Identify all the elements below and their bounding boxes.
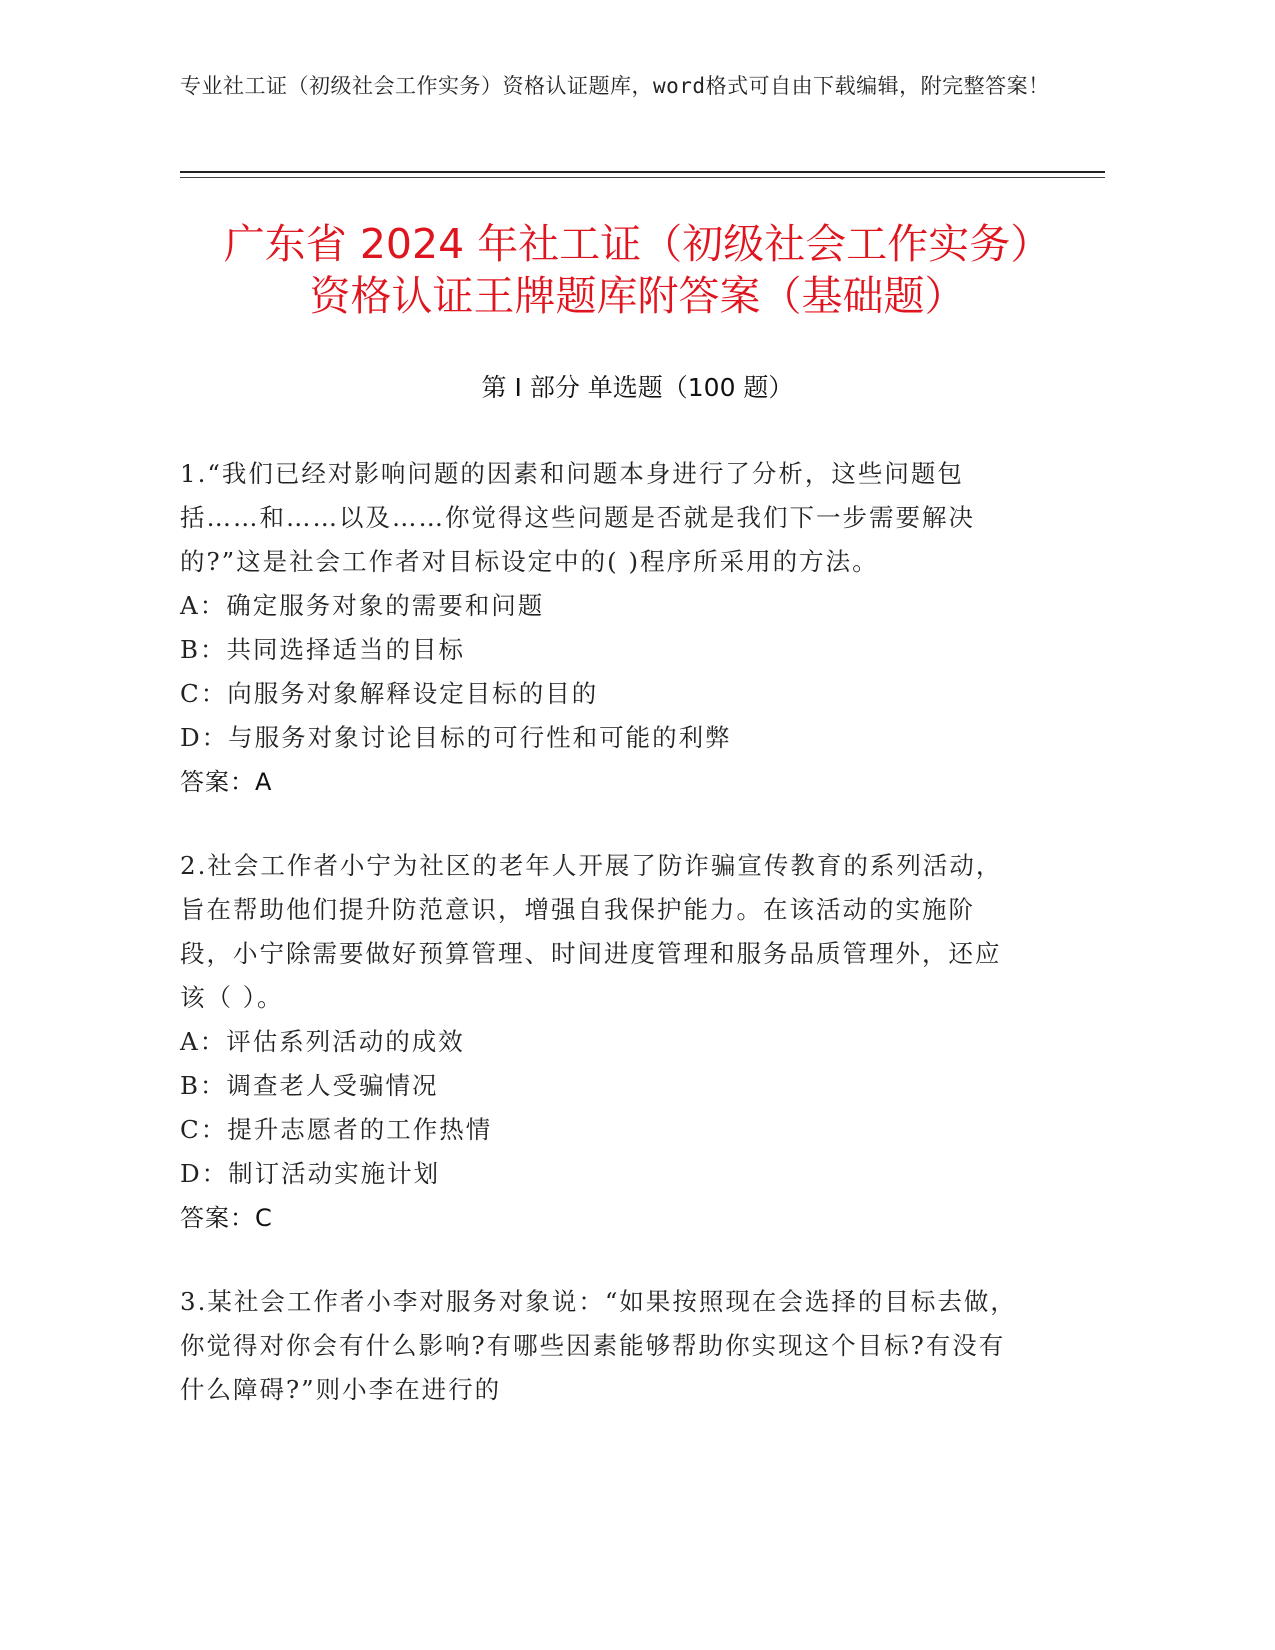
option-b: B：调查老人受骗情况 (180, 1071, 439, 1100)
option-c: C：提升志愿者的工作热情 (180, 1115, 493, 1144)
question-stem: 1.“我们已经对影响问题的因素和问题本身进行了分析，这些问题包括……和……以及……你觉得这些问题是否就是我们下一步需要解决的?”这是社会工作者对目标设定中的( )程序所采用的方法。 (180, 459, 975, 576)
question-3 (180, 1280, 1020, 1412)
option-c: C：向服务对象解释设定目标的目的 (180, 679, 599, 708)
option-b: B：共同选择适当的目标 (180, 635, 466, 664)
document-title (150, 218, 1125, 322)
option-a: A：确定服务对象的需要和问题 (180, 591, 545, 620)
question-2 (180, 844, 1020, 1240)
title-line-1: 广东省 2024 年社工证（初级社会工作实务） (223, 220, 1052, 268)
answer: 答案：C (180, 1204, 273, 1232)
header-rule-thin (180, 177, 1105, 178)
section-heading: 第 I 部分 单选题（100 题） (481, 373, 794, 402)
title-line-2: 资格认证王牌题库附答案（基础题） (309, 272, 966, 320)
question-1 (180, 452, 1020, 804)
answer: 答案：A (180, 768, 273, 796)
option-d: D：制订活动实施计划 (180, 1159, 441, 1188)
question-stem: 2.社会工作者小宁为社区的老年人开展了防诈骗宣传教育的系列活动，旨在帮助他们提升防范意识，增强自我保护能力。在该活动的实施阶段，小宁除需要做好预算管理、时间进度管理和服务品质管理外，还应该（ ）。 (180, 851, 1003, 1012)
question-stem: 3.某社会工作者小李对服务对象说：“如果按照现在会选择的目标去做，你觉得对你会有什么影响?有哪些因素能够帮助你实现这个目标?有没有什么障碍?”则小李在进行的 (180, 1287, 1017, 1404)
option-a: A：评估系列活动的成效 (180, 1027, 465, 1056)
option-d: D：与服务对象讨论目标的可行性和可能的利弊 (180, 723, 732, 752)
header-note: 专业社工证（初级社会工作实务）资格认证题库，word格式可自由下载编辑，附完整答案！ (180, 74, 1050, 98)
header-rule-thick (180, 171, 1105, 173)
